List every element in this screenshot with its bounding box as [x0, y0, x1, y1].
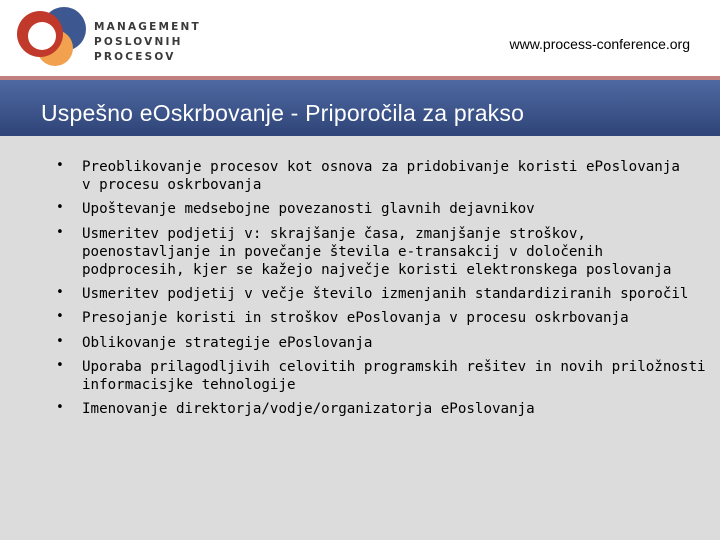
- bullet-marker: •: [56, 309, 64, 325]
- bullet-line: informacisjke tehnologije: [82, 376, 296, 393]
- bullet-line: Preoblikovanje procesov kot osnova za pridobivanje koristi ePoslovanja: [82, 159, 680, 175]
- bullet-line: Uporaba prilagodljivih celovitih programskih rešitev in novih priložnosti: [82, 358, 706, 375]
- bullet-text: [82, 200, 692, 218]
- bullet-line: Usmeritev podjetij v: skrajšanje časa, zmanjšanje stroškov,: [82, 225, 586, 242]
- conference-url: www.process-conference.org: [509, 36, 690, 52]
- bullet-line: poenostavljanje in povečanje števila e-transakcij v določenih: [82, 243, 604, 260]
- bullet-marker: •: [56, 158, 64, 173]
- bullet-line: v procesu oskrbovanja: [82, 177, 262, 193]
- bullet-text: [82, 334, 692, 352]
- brand-line: POSLOVNIH: [94, 36, 183, 48]
- logo-white-circle: [28, 22, 56, 50]
- bullet-line: podprocesih, kjer se kažejo največje koristi elektronskega poslovanja: [82, 261, 672, 278]
- bullet-marker: •: [56, 333, 64, 349]
- slide-title: Uspešno eOskrbovanje - Priporočila za prakso: [41, 100, 525, 126]
- bullet-line: Upoštevanje medsebojne povezanosti glavnih dejavnikov: [82, 201, 535, 218]
- bullet-marker: •: [56, 285, 64, 301]
- bullet-marker: •: [56, 400, 64, 416]
- slide-header: [0, 0, 720, 76]
- bullet-line: Imenovanje direktorja/vodje/organizatorja ePoslovanja: [82, 401, 535, 418]
- company-logo: [10, 4, 90, 68]
- bullet-text: [82, 225, 692, 279]
- title-bar: [0, 76, 720, 136]
- bullet-line: Oblikovanje strategije ePoslovanja: [82, 334, 373, 351]
- bullet-marker: •: [56, 224, 64, 240]
- brand-line: PROCESOV: [94, 51, 176, 63]
- bullet-text: [82, 358, 706, 394]
- brand-name: [94, 20, 201, 65]
- bullet-text: [82, 158, 692, 194]
- bullet-marker: •: [56, 357, 64, 373]
- bullet-text: [82, 400, 692, 418]
- bullet-line: Presojanje koristi in stroškov ePoslovanja v procesu oskrbovanja: [82, 310, 629, 327]
- bullet-line: Usmeritev podjetij v večje število izmenjanih standardiziranih sporočil: [82, 286, 689, 303]
- bullet-marker: •: [56, 200, 64, 216]
- brand-line: MANAGEMENT: [94, 21, 201, 33]
- bullet-text: [82, 285, 692, 303]
- bullet-text: [82, 309, 692, 327]
